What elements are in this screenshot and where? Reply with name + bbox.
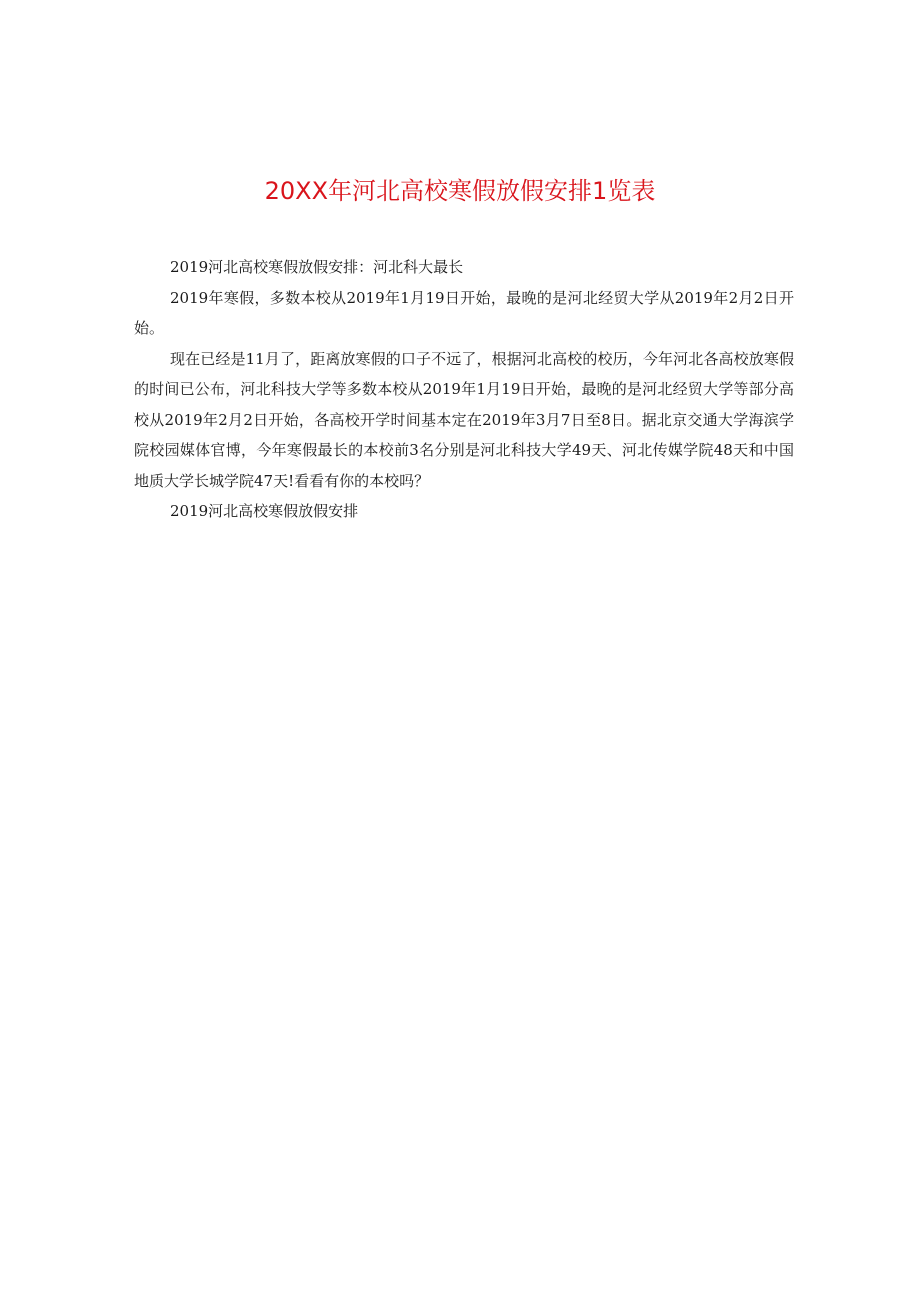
- paragraph-detail: 现在已经是11月了，距离放寒假的口子不远了，根据河北高校的校历，今年河北各高校放寒假的时间已公布，河北科技大学等多数本校从2019年1月19日开始，最晚的是河北经贸大学等部分高校从2019年2月2日开始，各高校开学时间基本定在2019年3月7日至8日。据北京交通大学海滨学院校园媒体官博，今年寒假最长的本校前3名分别是河北科技大学49天、河北传媒学院48天和中国地质大学长城学院47天!看看有你的本校吗？: [134, 349, 794, 490]
- paragraph-section-heading: 2019河北高校寒假放假安排: [170, 502, 359, 520]
- paragraph-summary: 2019年寒假，多数本校从2019年1月19日开始，最晚的是河北经贸大学从2019年2月2日开始。: [134, 288, 794, 337]
- document-title: 20XX年河北高校寒假放假安排1览表: [264, 177, 656, 205]
- paragraph-subheading: 2019河北高校寒假放假安排：河北科大最长: [170, 258, 464, 276]
- document-body: [134, 252, 794, 527]
